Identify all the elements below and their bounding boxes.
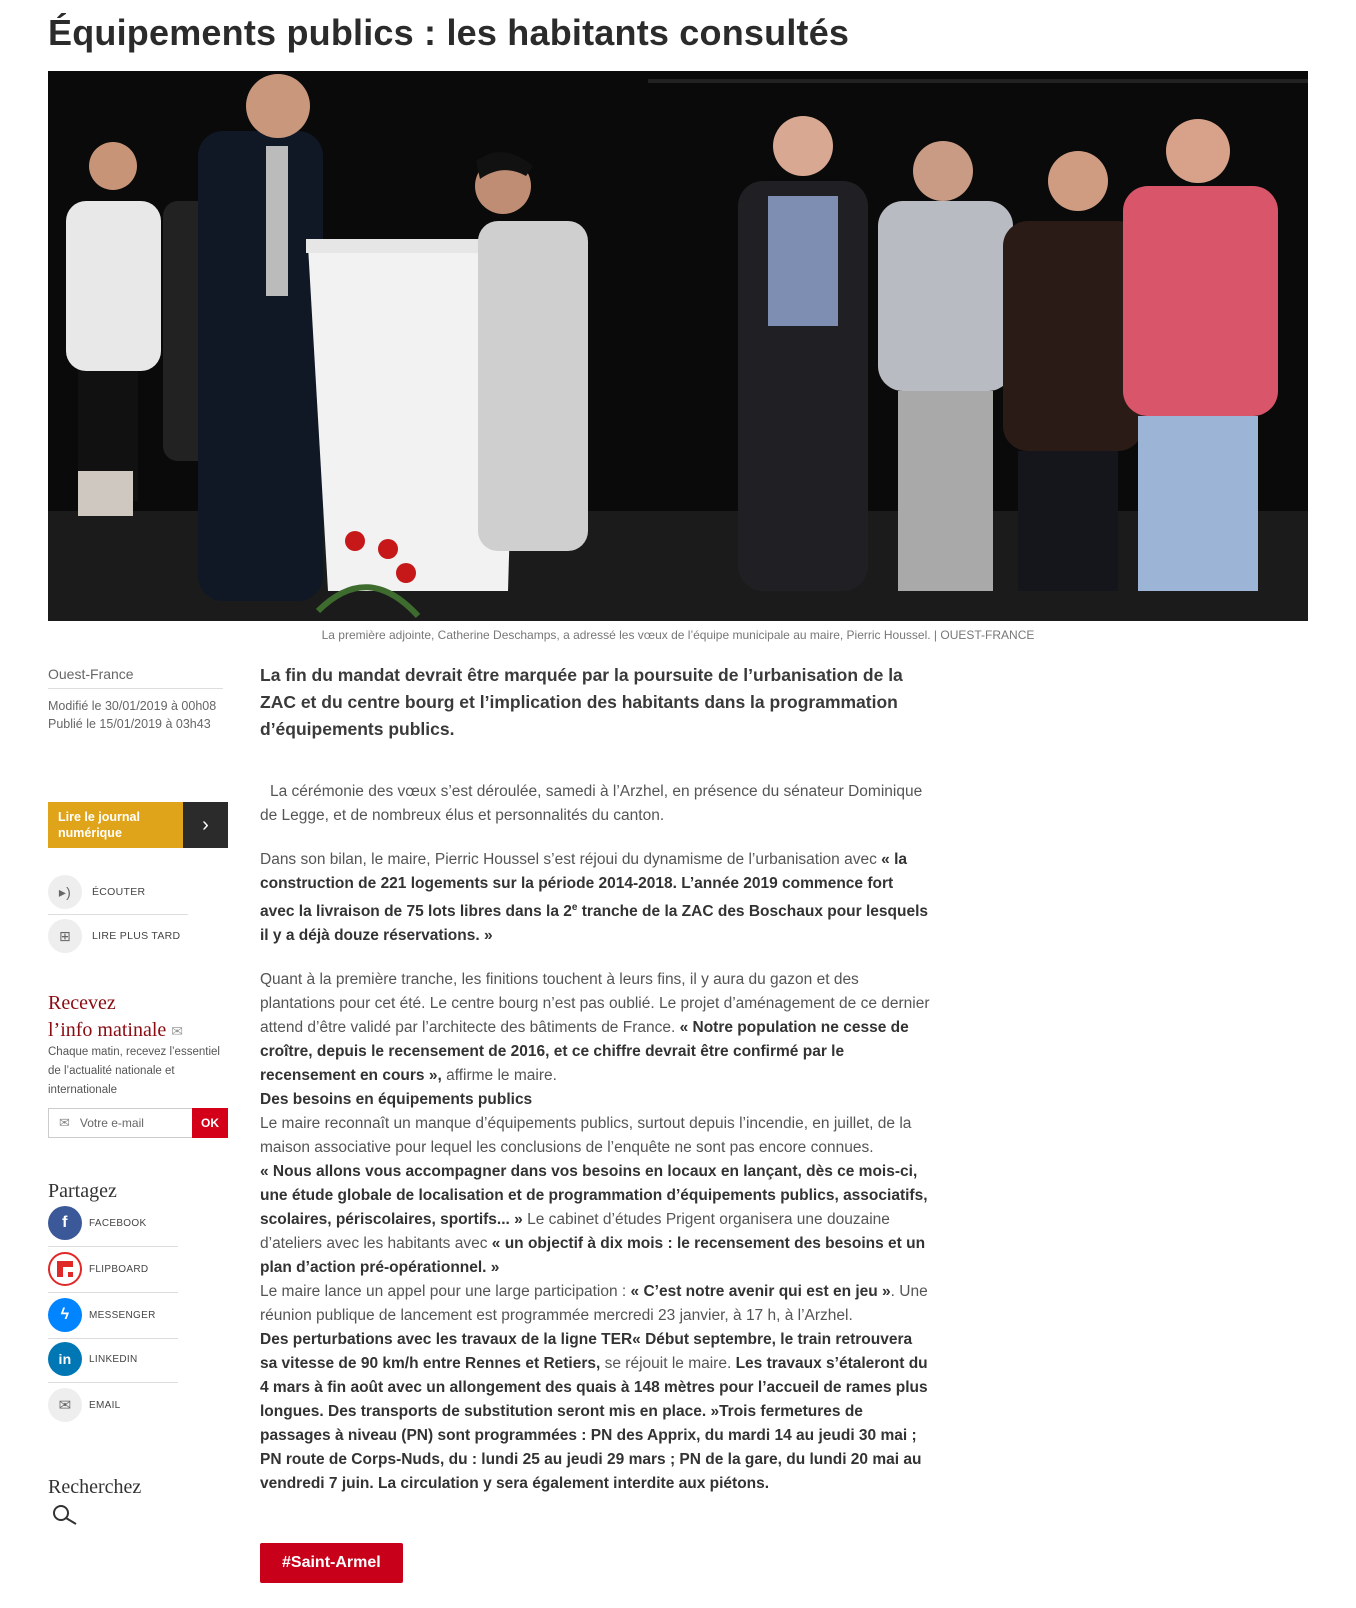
- newsletter-title-line1: Recevez: [48, 992, 116, 1014]
- text: Le maire lance un appel pour une large participation :: [260, 1283, 631, 1301]
- share-messenger-label: MESSENGER: [89, 1309, 156, 1321]
- divider: [48, 1292, 178, 1293]
- photo-caption: La première adjointe, Catherine Deschamps, a adressé les vœux de l’équipe municipale au maire, Pierric Houssel. | OUEST-FRANCE: [321, 628, 1035, 642]
- listen-button[interactable]: [48, 872, 188, 912]
- text: Le cabinet d’études Prigent organisera une douzaine d’ateliers avec les habitants avec: [260, 1211, 890, 1253]
- speaker-icon: ▸): [48, 875, 82, 909]
- envelope-icon: ✉: [59, 1115, 70, 1130]
- article-title: Équipements publics : les habitants consultés: [48, 12, 850, 53]
- paragraph: [260, 1280, 930, 1328]
- divider: [48, 1246, 178, 1247]
- share-messenger-button[interactable]: [48, 1298, 178, 1332]
- article-lede: La fin du mandat devrait être marquée par la poursuite de l’urbanisation de la ZAC et du centre bourg et l’implication des habitants dans la programmation d’équipements publics.: [260, 665, 903, 739]
- share-facebook-button[interactable]: [48, 1206, 178, 1240]
- facebook-icon: f: [48, 1206, 82, 1240]
- heading-text: Des besoins en équipements publics: [260, 1091, 533, 1109]
- newsletter-form: [48, 1108, 228, 1138]
- tag-saint-armel[interactable]: #Saint-Armel: [260, 1543, 403, 1583]
- read-journal-label: Lire le journal numérique: [48, 802, 183, 848]
- search-title: Recherchez: [48, 1476, 142, 1498]
- share-linkedin-label: LINKEDIN: [89, 1353, 138, 1365]
- share-flipboard-label: FLIPBOARD: [89, 1263, 149, 1275]
- newsletter-text: Chaque matin, recevez l’essentiel de l’actualité nationale et internationale: [48, 1046, 220, 1096]
- paragraph: Le maire reconnaît un manque d’équipements publics, surtout depuis l’incendie, en juillet, de la maison associative pour lequel les conclusions de l’enquête ne sont pas encore connues.: [260, 1115, 912, 1157]
- chevron-right-icon: ›: [183, 802, 228, 848]
- share-facebook-label: FACEBOOK: [89, 1217, 147, 1229]
- quote: « Notre population ne cesse de croître, depuis le recensement de 2016, et ce chiffre devrait être confirmé par le recensement en cours »,: [260, 1019, 909, 1085]
- read-later-label: LIRE PLUS TARD: [92, 930, 181, 942]
- article-photo: [48, 71, 1308, 621]
- text: Quant à la première tranche, les finitions touchent à leurs fins, il y aura du gazon et des plantations pour cet été. Le centre bourg n’est pas oublié. Le projet d’aménagement de ce dernier attend d’être validé par l’architecte des bâtiments de France.: [260, 971, 930, 1037]
- share-email-button[interactable]: [48, 1388, 178, 1422]
- quote: Des perturbations avec les travaux de la ligne TER: [260, 1331, 633, 1349]
- newsletter-icon: ✉: [171, 1025, 184, 1040]
- article-source: Ouest-France: [48, 666, 223, 689]
- email-input[interactable]: [48, 1108, 192, 1138]
- divider: [48, 1338, 178, 1339]
- quote-text: tranche de la ZAC des Boschaux pour lesquels il y a déjà douze réservations. »: [260, 903, 929, 945]
- quote: « Nous allons vous accompagner dans vos besoins en locaux en lançant, dès ce mois-ci, une étude globale de localisation et de programmation d’équipements publics, associatifs, scolaires, périscolaires, sportifs... »: [260, 1163, 928, 1229]
- listen-label: ÉCOUTER: [92, 886, 146, 898]
- paragraph: [260, 1160, 930, 1280]
- share-linkedin-button[interactable]: [48, 1342, 178, 1376]
- paragraph: [260, 848, 930, 948]
- messenger-icon: ϟ: [48, 1298, 82, 1332]
- article-body: [260, 780, 930, 1496]
- newsletter-title: [48, 990, 183, 1046]
- quote: « Début septembre, le train retrouvera sa vitesse de 90 km/h entre Rennes et Retiers,: [260, 1331, 913, 1373]
- quote: Les travaux s’étaleront du 4 mars à fin août avec un allongement des quais à 148 mètres pour l’accueil de rames plus longues. Des transports de substitution seront mis en place. »Trois fermetures de passages à niveau (PN) sont programmées : PN des Apprix, du mardi 14 au jeudi 30 mai ; PN route de Corps-Nuds, du : lundi 25 au jeudi 29 mars ; PN de la gare, du lundi 20 mai au vendredi 7 juin. La circulation y sera également interdite aux piétons.: [260, 1355, 928, 1493]
- email-placeholder: Votre e-mail: [79, 1116, 144, 1130]
- paragraph: La cérémonie des vœux s’est déroulée, samedi à l’Arzhel, en présence du sénateur Dominique de Legge, et de nombreux élus et personnalités du canton.: [260, 783, 923, 824]
- superscript: e: [571, 902, 578, 913]
- text: Dans son bilan, le maire, Pierric Houssel s’est réjoui du dynamisme de l’urbanisation avec: [260, 851, 882, 868]
- read-journal-button[interactable]: [48, 802, 228, 848]
- text: se réjouit le maire.: [600, 1355, 736, 1373]
- text: affirme le maire.: [441, 1067, 557, 1085]
- share-email-label: EMAIL: [89, 1399, 121, 1411]
- article-dates: [48, 697, 216, 733]
- published-date: Publié le 15/01/2019 à 03h43: [48, 717, 211, 731]
- section-heading: [260, 1088, 930, 1112]
- flipboard-icon: [48, 1252, 82, 1286]
- paragraph: [260, 968, 930, 1088]
- bookmark-icon: ⊞: [48, 919, 82, 953]
- quote-text: « la construction de 221 logements sur la période 2014-2018. L’année 2019 commence fort avec la livraison de 75 lots libres dans la 2: [260, 851, 908, 921]
- email-icon: ✉: [48, 1388, 82, 1422]
- read-later-button[interactable]: [48, 916, 188, 956]
- quote: « un objectif à dix mois : le recensement des besoins et un plan d’action pré-opérationnel. »: [260, 1235, 926, 1277]
- divider: [48, 914, 188, 915]
- linkedin-icon: in: [48, 1342, 82, 1376]
- modified-date: Modifié le 30/01/2019 à 00h08: [48, 699, 217, 713]
- quote: « C’est notre avenir qui est en jeu »: [630, 1283, 891, 1301]
- divider: [48, 1382, 178, 1383]
- paragraph: [260, 1328, 930, 1496]
- text: . Une réunion publique de lancement est programmée mercredi 23 janvier, à 17 h, à l’Arzhel.: [260, 1283, 928, 1325]
- share-flipboard-button[interactable]: [48, 1252, 178, 1286]
- share-title: Partagez: [48, 1180, 117, 1202]
- search-icon[interactable]: [52, 1505, 80, 1530]
- newsletter-submit-button[interactable]: OK: [192, 1108, 228, 1138]
- newsletter-title-line2: l’info matinale: [48, 1019, 167, 1041]
